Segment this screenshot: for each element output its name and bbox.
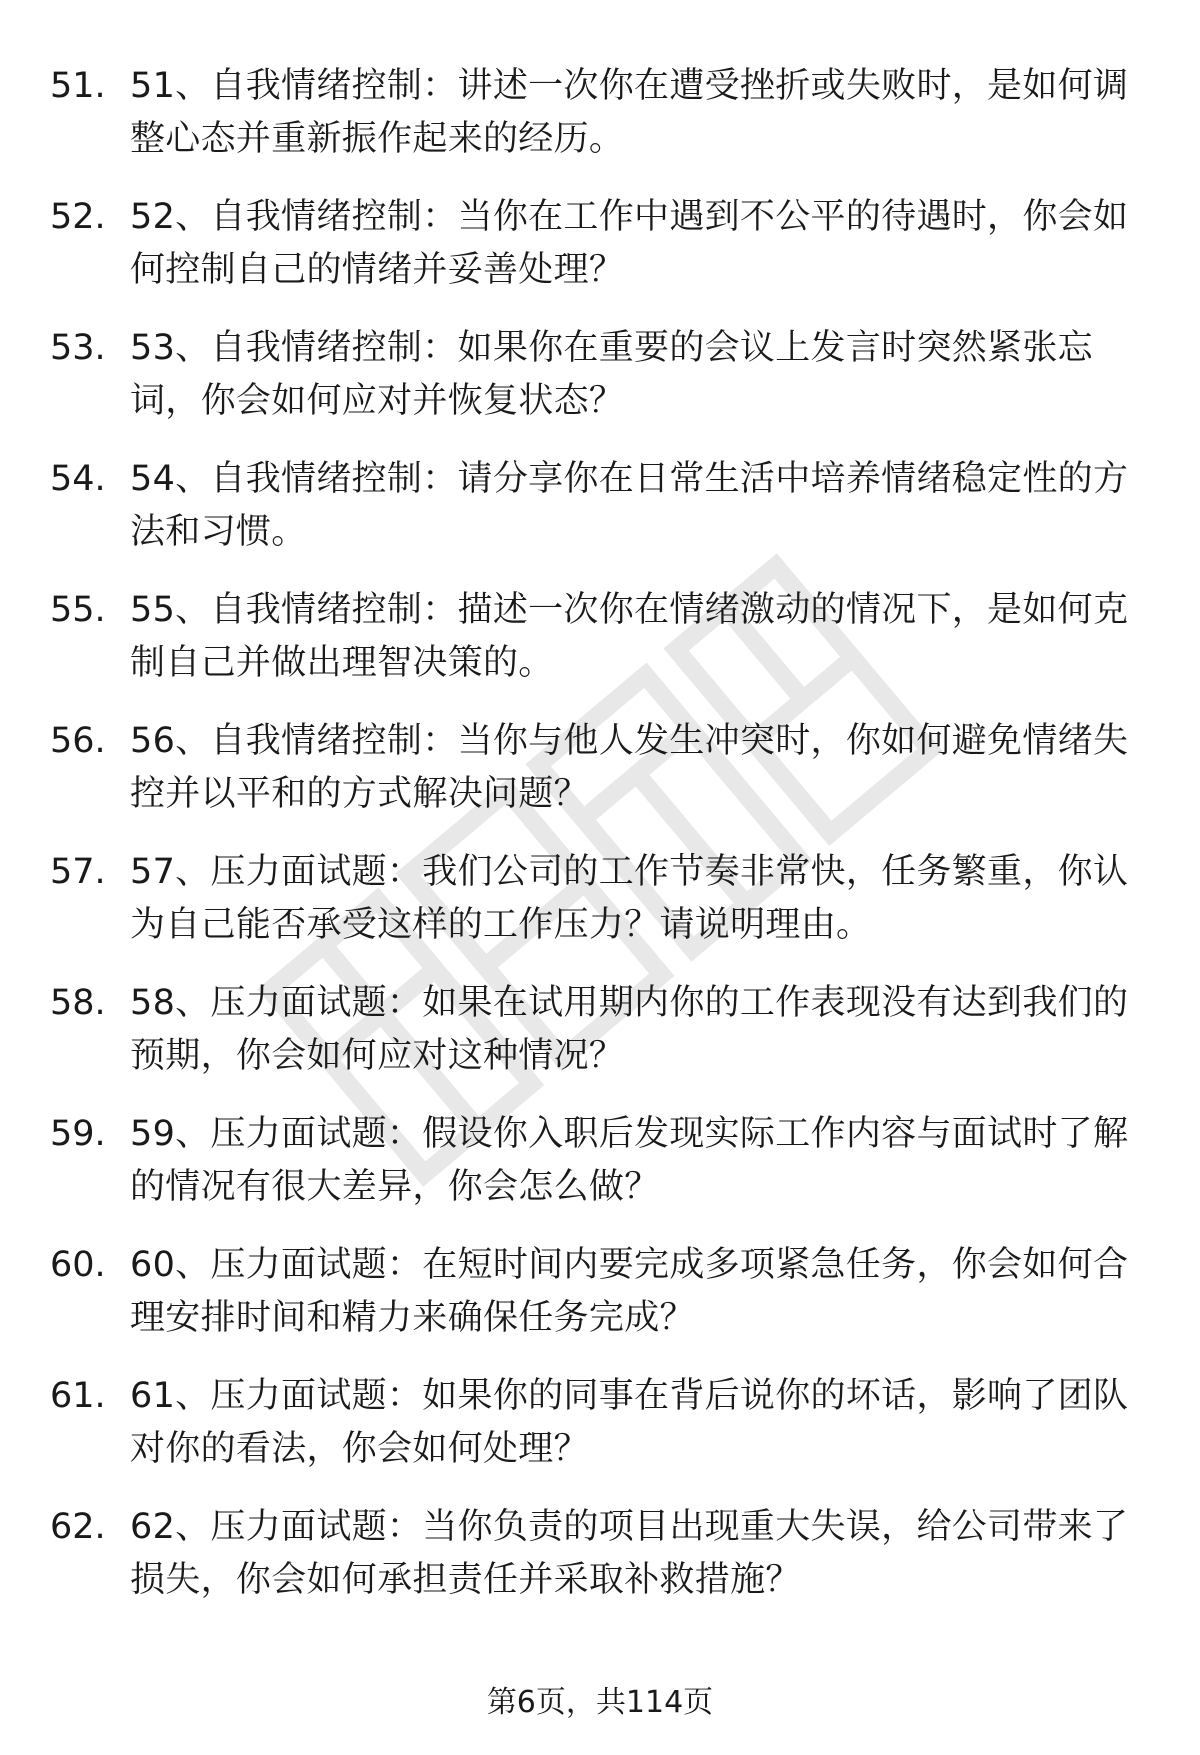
item-text: 58、压力面试题：如果在试用期内你的工作表现没有达到我们的预期，你会如何应对这种情况？ bbox=[130, 983, 1129, 1076]
item-text: 60、压力面试题：在短时间内要完成多项紧急任务，你会如何合理安排时间和精力来确保任务完成？ bbox=[130, 1245, 1129, 1338]
list-item bbox=[0, 191, 1200, 322]
list-item bbox=[0, 453, 1200, 584]
item-number: 52. bbox=[50, 197, 106, 237]
item-number: 59. bbox=[50, 1114, 106, 1154]
item-number: 51. bbox=[50, 66, 106, 106]
item-text: 55、自我情绪控制：描述一次你在情绪激动的情况下，是如何克制自己并做出理智决策的。 bbox=[130, 590, 1129, 683]
item-text: 51、自我情绪控制：讲述一次你在遭受挫折或失败时，是如何调整心态并重新振作起来的经历。 bbox=[130, 66, 1129, 159]
list-item bbox=[0, 1370, 1200, 1501]
item-text: 54、自我情绪控制：请分享你在日常生活中培养情绪稳定性的方法和习惯。 bbox=[130, 459, 1129, 552]
list-item bbox=[0, 977, 1200, 1108]
item-number: 54. bbox=[50, 459, 106, 499]
item-text: 59、压力面试题：假设你入职后发现实际工作内容与面试时了解的情况有很大差异，你会怎么做？ bbox=[130, 1114, 1129, 1207]
list-item bbox=[0, 60, 1200, 191]
item-number: 55. bbox=[50, 590, 106, 630]
list-item bbox=[0, 584, 1200, 715]
item-number: 61. bbox=[50, 1376, 106, 1416]
item-text: 56、自我情绪控制：当你与他人发生冲突时，你如何避免情绪失控并以平和的方式解决问题？ bbox=[130, 721, 1129, 814]
item-text: 62、压力面试题：当你负责的项目出现重大失误，给公司带来了损失，你会如何承担责任并采取补救措施？ bbox=[130, 1507, 1129, 1600]
item-number: 56. bbox=[50, 721, 106, 761]
item-number: 58. bbox=[50, 983, 106, 1023]
item-number: 53. bbox=[50, 328, 106, 368]
list-item bbox=[0, 846, 1200, 977]
list-item bbox=[0, 1108, 1200, 1239]
question-list bbox=[0, 60, 1200, 1632]
item-text: 52、自我情绪控制：当你在工作中遇到不公平的待遇时，你会如何控制自己的情绪并妥善处理？ bbox=[130, 197, 1129, 290]
list-item bbox=[0, 1239, 1200, 1370]
item-text: 57、压力面试题：我们公司的工作节奏非常快，任务繁重，你认为自己能否承受这样的工作压力？请说明理由。 bbox=[130, 852, 1129, 945]
list-item bbox=[0, 322, 1200, 453]
item-number: 60. bbox=[50, 1245, 106, 1285]
item-text: 61、压力面试题：如果你的同事在背后说你的坏话，影响了团队对你的看法，你会如何处理？ bbox=[130, 1376, 1129, 1469]
item-text: 53、自我情绪控制：如果你在重要的会议上发言时突然紧张忘词，你会如何应对并恢复状态？ bbox=[130, 328, 1093, 421]
list-item bbox=[0, 1501, 1200, 1632]
item-number: 57. bbox=[50, 852, 106, 892]
page-footer: 第6页，共114页 bbox=[486, 1685, 714, 1720]
item-number: 62. bbox=[50, 1507, 106, 1547]
list-item bbox=[0, 715, 1200, 846]
